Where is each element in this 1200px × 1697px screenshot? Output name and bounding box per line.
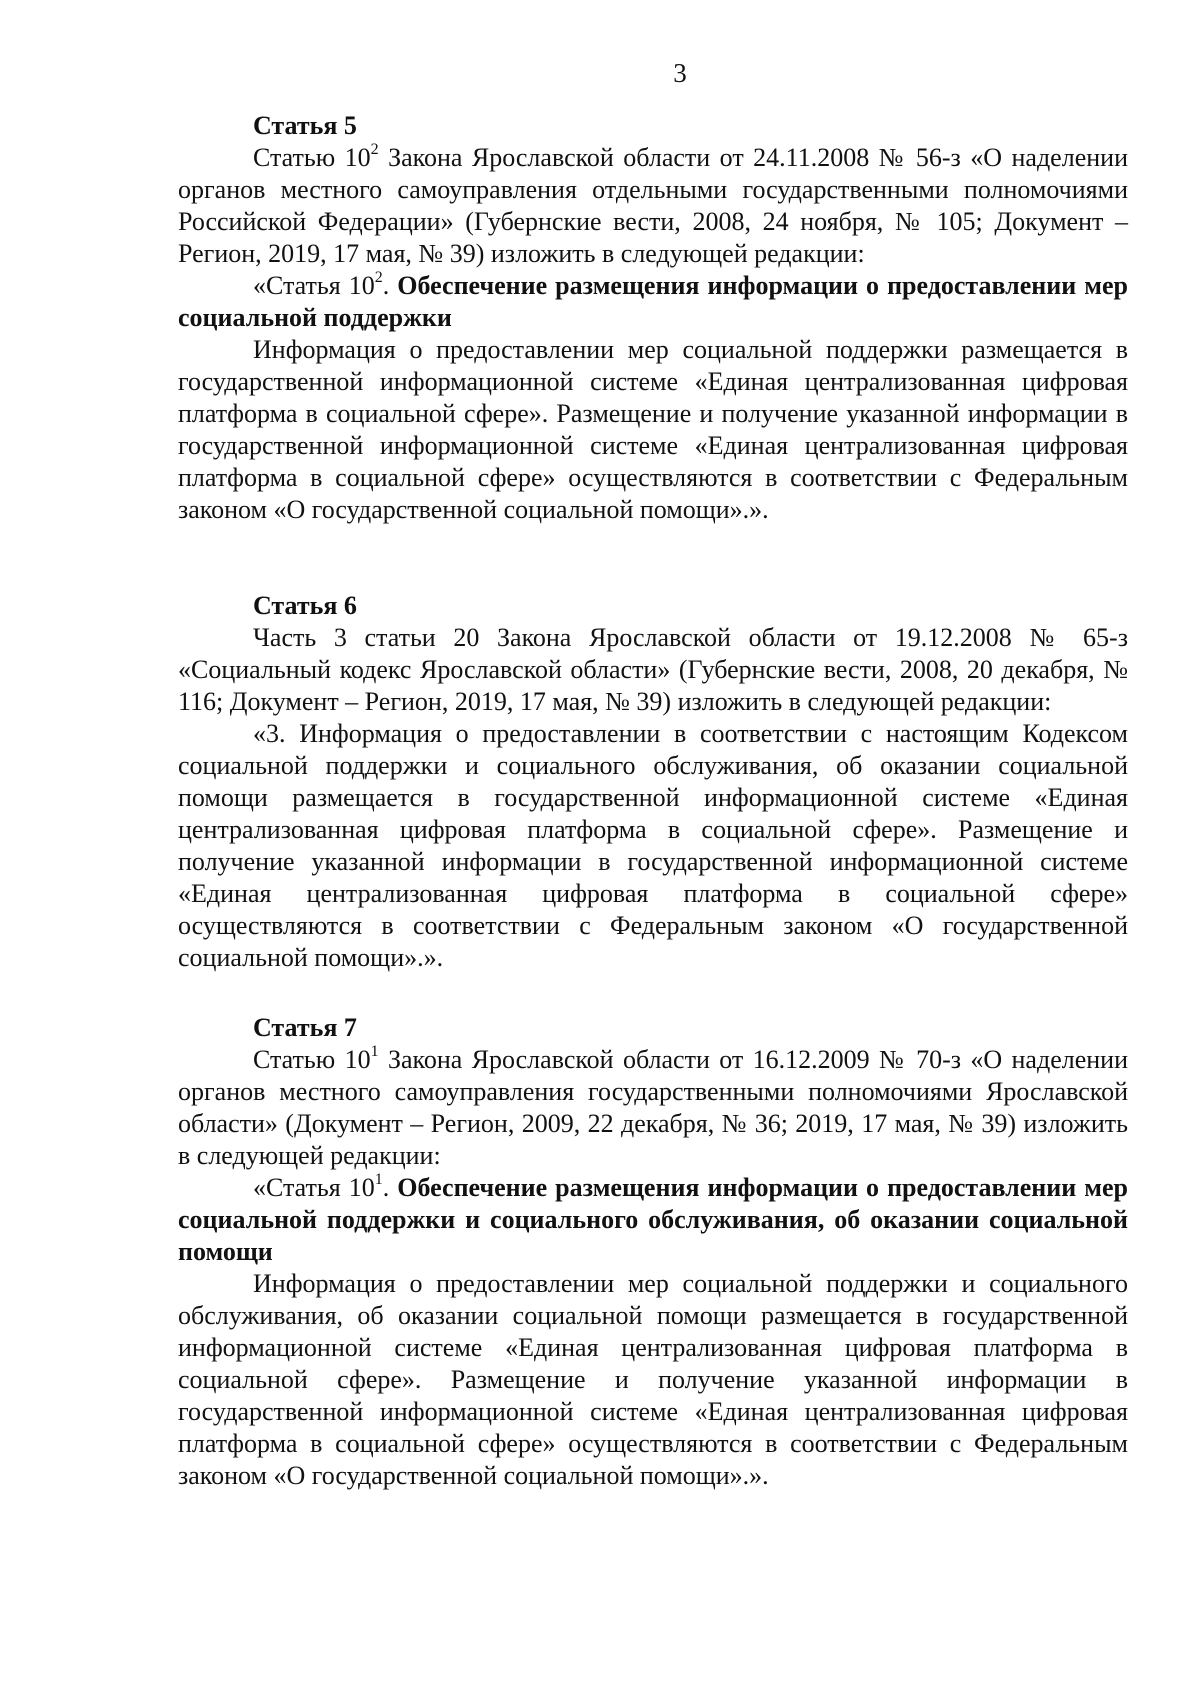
article-body: Информация о предоставлении мер социальной поддержки и социального обслуживания, об оказании социальной помощи размещается в государственной информационной системе «Единая централизованная цифровая платформа в социальной сфере». Размещение и получение указанной информации в государственной информационной системе «Единая централизованная цифровая платформа в социальной сфере» осуществляются в соответствии с Федеральным законом «О государственной социальной помощи».».: [178, 1269, 1128, 1490]
article-intro: Статью $10^1$ Закона Ярославской области от 16.12.2009 № 70-з «О наделении органов местного самоуправления государственными полномочиями Ярославской области» (Документ – Регион, 2009, 22 декабря, № 36; 2019, 17 мая, № 39) изложить в следующей редакции:: [178, 1043, 1129, 1170]
article-7: [178, 1012, 1128, 1492]
article-body: Информация о предоставлении мер социальной поддержки размещается в государственной информационной системе «Единая централизованная цифровая платформа в социальной сфере». Размещение и получение указанной информации в государственной информационной системе «Единая централизованная цифровая платформа в социальной сфере» осуществляются в соответствии с Федеральным законом «О государственной социальной помощи».».: [178, 335, 1128, 524]
page-number: 3: [673, 58, 687, 88]
article-title: Статья 6: [253, 591, 357, 620]
article-intro: Статью $10^2$ Закона Ярославской области от 24.11.2008 № 56-з «О наделении органов местного самоуправления отдельными государственными полномочиями Российской Федерации» (Губернские вести, 2008, 24 ноября, № 105; Документ – Регион, 2019, 17 мая, № 39) изложить в следующей редакции:: [178, 141, 1128, 268]
article-body: «3. Информация о предоставлении в соответствии с настоящим Кодексом социальной поддержки и социального обслуживания, об оказании социальной помощи размещается в государственной информационной системе «Единая централизованная цифровая платформа в социальной сфере». Размещение и получение указанной информации в государственной информационной системе «Единая централизованная цифровая платформа в социальной сфере» осуществляются в соответствии с Федеральным законом «О государственной социальной помощи».».: [178, 719, 1128, 972]
article-6: [178, 590, 1128, 974]
article-5: [178, 110, 1128, 526]
quoted-article-title: «Статья $10^1$. Обеспечение размещения информации о предоставлении мер социальной поддержки и социального обслуживания, об оказании социальной помощи: [178, 1171, 1128, 1266]
article-title: Статья 5: [253, 111, 357, 140]
quoted-article-title: «Статья $10^2$. Обеспечение размещения информации о предоставлении мер социальной поддержки: [178, 269, 1128, 332]
article-title: Статья 7: [253, 1013, 357, 1042]
article-intro: Часть 3 статьи 20 Закона Ярославской области от 19.12.2008 № 65-з «Социальный кодекс Ярославской области» (Губернские вести, 2008, 20 декабря, № 116; Документ – Регион, 2019, 17 мая, № 39) изложить в следующей редакции:: [178, 623, 1128, 716]
